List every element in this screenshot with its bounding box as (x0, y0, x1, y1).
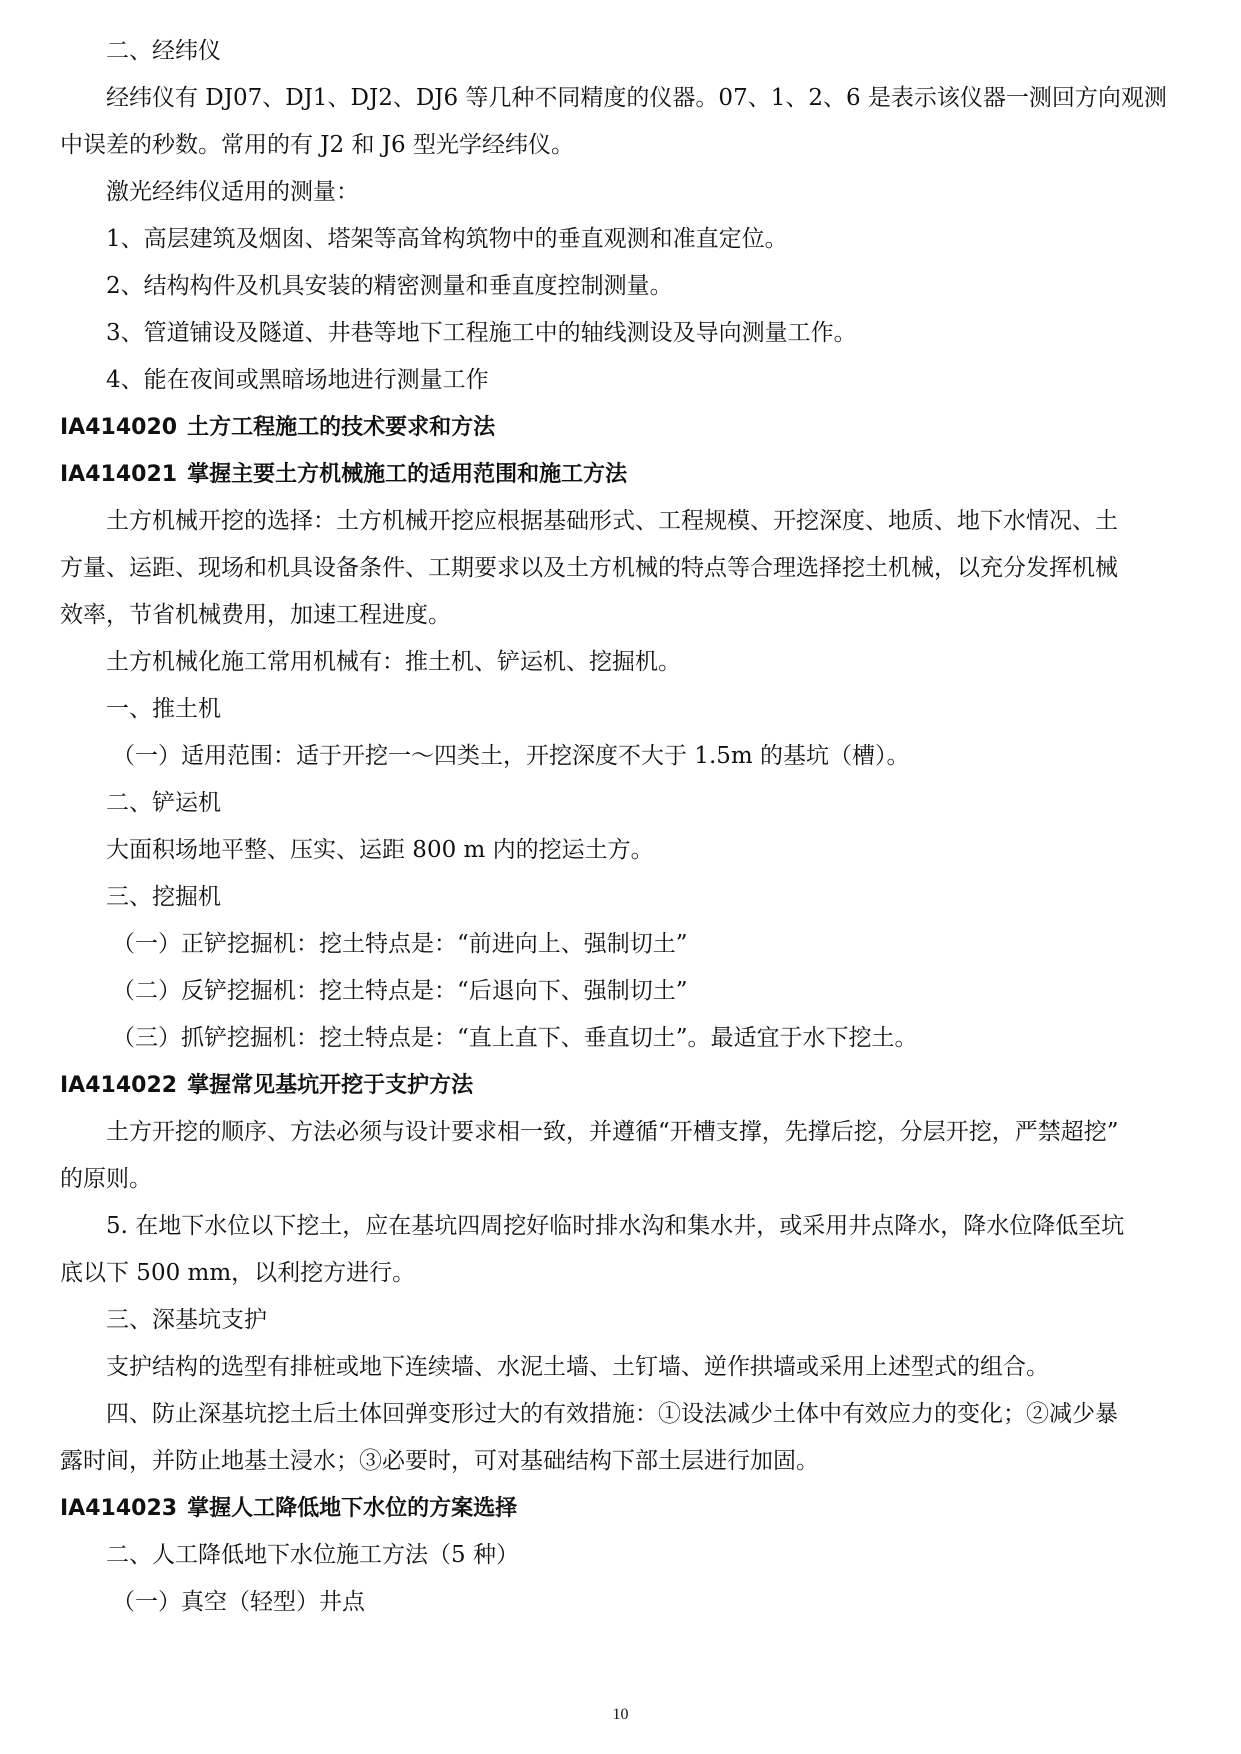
list-item: （一）适用范围：适于开挖一～四类土，开挖深度不大于 1.5m 的基坑（槽）。 (112, 743, 910, 769)
paragraph-continuation: 中误差的秒数。常用的有 J2 和 J6 型光学经纬仪。 (60, 132, 574, 158)
paragraph: 经纬仪有 DJ07、DJ1、DJ2、DJ6 等几种不同精度的仪器。07、1、2、6 是表示该仪器一测回方向观测 (106, 85, 1167, 111)
paragraph: 激光经纬仪适用的测量： (106, 179, 359, 205)
paragraph-continuation: 效率，节省机械费用，加速工程进度。 (60, 602, 451, 628)
heading-code: IA414021 (60, 462, 178, 487)
heading-ia414021 (60, 451, 1180, 498)
paragraph: 5. 在地下水位以下挖土，应在基坑四周挖好临时排水沟和集水井，或采用井点降水，降水位降低至坑 (106, 1213, 1125, 1239)
paragraph: 四、防止深基坑挖土后土体回弹变形过大的有效措施：①设法减少土体中有效应力的变化；②减少暴 (106, 1401, 1118, 1427)
list-item: 3、管道铺设及隧道、井巷等地下工程施工中的轴线测设及导向测量工作。 (106, 320, 857, 346)
paragraph-continuation: 露时间，并防止地基土浸水；③必要时，可对基础结构下部土层进行加固。 (60, 1448, 819, 1474)
heading-title: 掌握常见基坑开挖于支护方法 (187, 1073, 474, 1098)
subsection-heading: 二、铲运机 (106, 790, 221, 816)
subsection-heading: 三、深基坑支护 (106, 1307, 267, 1333)
heading-title: 土方工程施工的技术要求和方法 (187, 415, 496, 440)
heading-ia414023 (60, 1485, 1180, 1532)
list-item: 4、能在夜间或黑暗场地进行测量工作 (106, 367, 489, 393)
page-number: 10 (612, 1706, 629, 1723)
paragraph-continuation: 方量、运距、现场和机具设备条件、工期要求以及土方机械的特点等合理选择挖土机械，以充分发挥机械 (60, 555, 1118, 581)
heading-ia414020 (60, 404, 1180, 451)
list-item: （三）抓铲挖掘机：挖土特点是：“直上直下、垂直切土”。最适宜于水下挖土。 (112, 1025, 918, 1051)
document-page (60, 28, 1180, 1626)
subsection-heading: 二、人工降低地下水位施工方法（5 种） (106, 1542, 519, 1568)
heading-title: 掌握人工降低地下水位的方案选择 (187, 1496, 518, 1521)
paragraph: 土方机械开挖的选择：土方机械开挖应根据基础形式、工程规模、开挖深度、地质、地下水情况、土 (106, 508, 1118, 534)
paragraph: 土方机械化施工常用机械有：推土机、铲运机、挖掘机。 (106, 649, 681, 675)
paragraph-continuation: 底以下 500 mm，以利挖方进行。 (60, 1260, 416, 1286)
heading-code: IA414022 (60, 1073, 178, 1098)
paragraph: 土方开挖的顺序、方法必须与设计要求相一致，并遵循“开槽支撑，先撑后挖，分层开挖，严禁超挖” (106, 1119, 1119, 1145)
list-item: （一）正铲挖掘机：挖土特点是：“前进向上、强制切土” (112, 931, 688, 957)
paragraph-continuation: 的原则。 (60, 1166, 152, 1192)
heading-code: IA414023 (60, 1496, 178, 1521)
subsection-heading: 三、挖掘机 (106, 884, 221, 910)
list-item: （一）真空（轻型）井点 (112, 1589, 365, 1615)
subsection-heading: 一、推土机 (106, 696, 221, 722)
list-item: 1、高层建筑及烟囱、塔架等高耸构筑物中的垂直观测和准直定位。 (106, 226, 788, 252)
heading-code: IA414020 (60, 415, 178, 440)
paragraph: 大面积场地平整、压实、运距 800 m 内的挖运土方。 (106, 837, 654, 863)
paragraph: 支护结构的选型有排桩或地下连续墙、水泥土墙、土钉墙、逆作拱墙或采用上述型式的组合。 (106, 1354, 1049, 1380)
section-heading-theodolite: 二、经纬仪 (106, 38, 221, 64)
list-item: 2、结构构件及机具安装的精密测量和垂直度控制测量。 (106, 273, 673, 299)
heading-title: 掌握主要土方机械施工的适用范围和施工方法 (187, 462, 628, 487)
heading-ia414022 (60, 1062, 1180, 1109)
list-item: （二）反铲挖掘机：挖土特点是：“后退向下、强制切土” (112, 978, 688, 1004)
